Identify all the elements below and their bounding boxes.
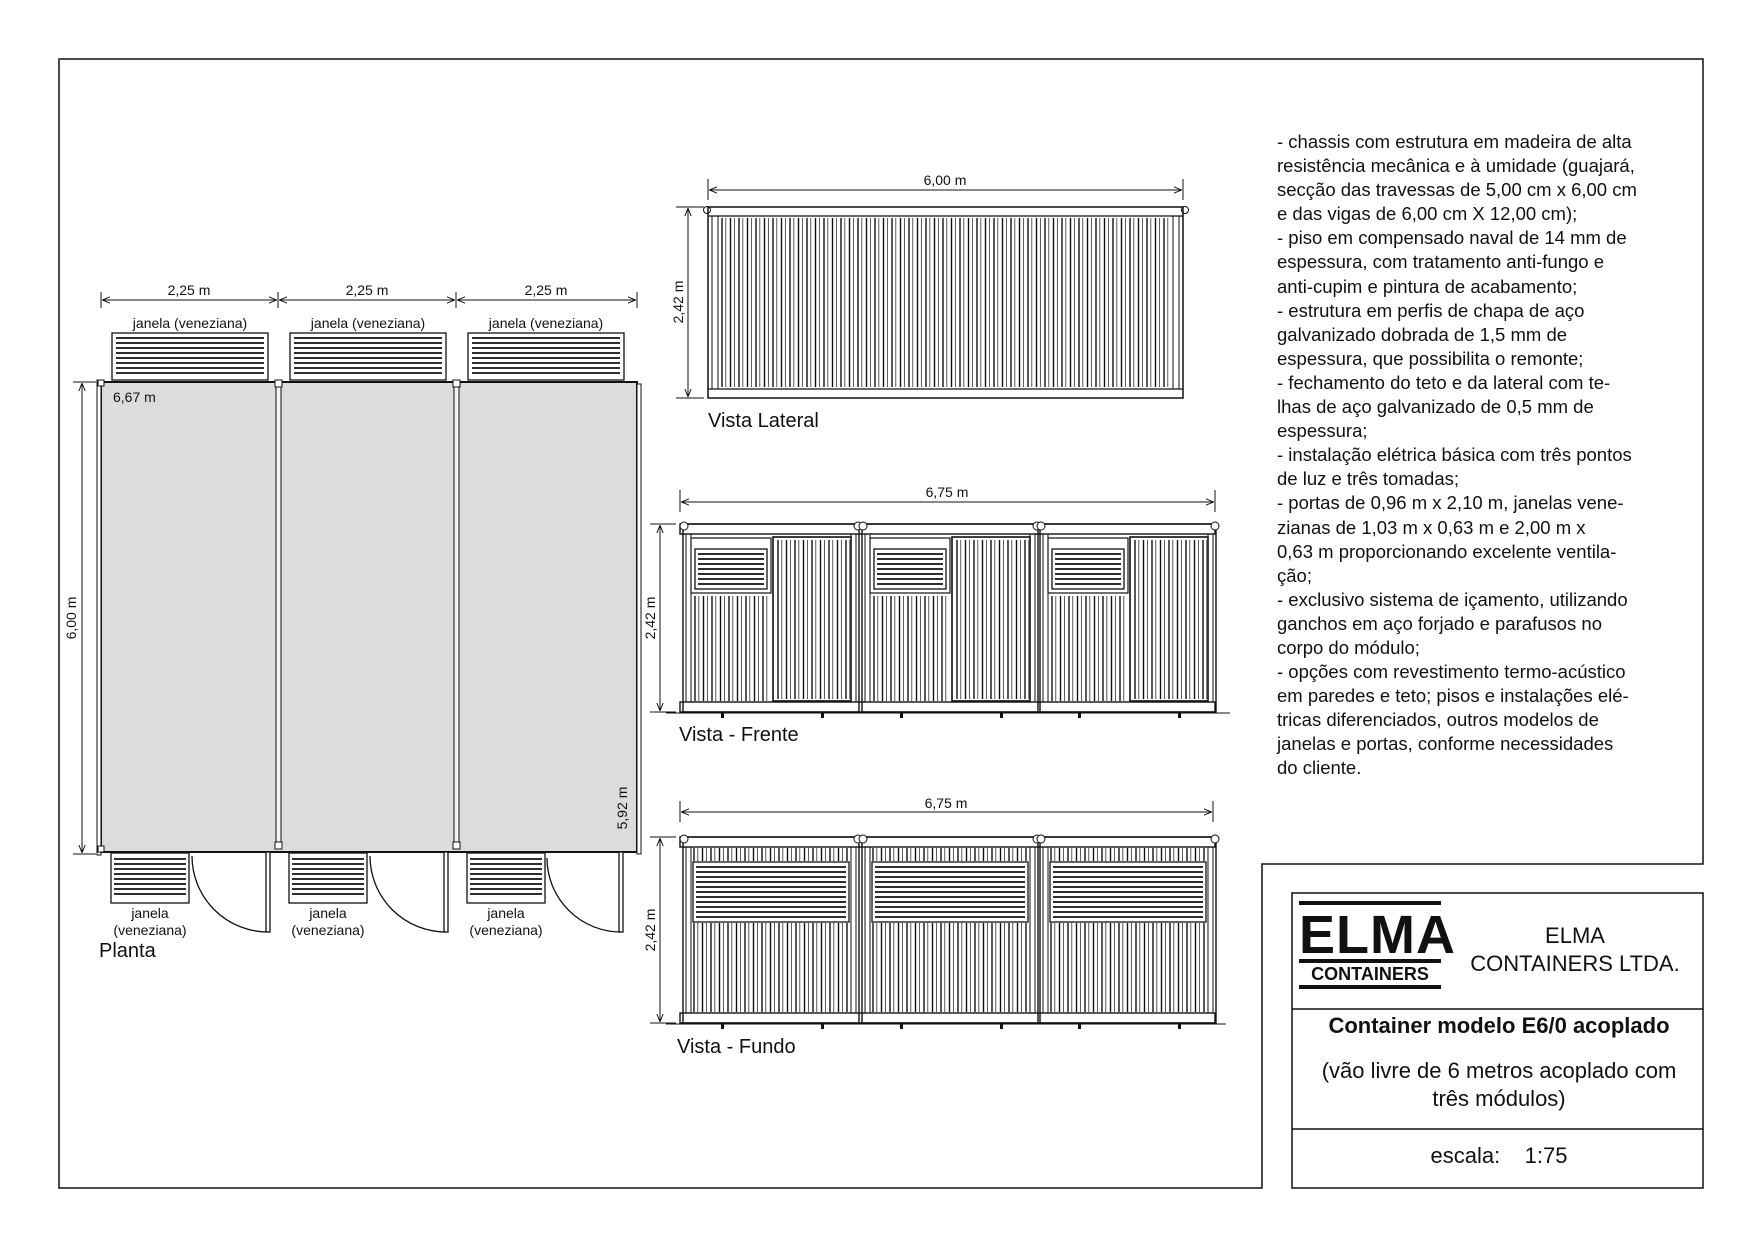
company-name: ELMA CONTAINERS LTDA. <box>1470 923 1680 976</box>
back-dim-width: 6,75 m <box>924 795 968 811</box>
plan-window-bottom-label-2b: (veneziana) <box>291 922 365 938</box>
company-logo-main: ELMA <box>1299 905 1456 965</box>
side-dim-width: 6,00 m <box>923 172 967 188</box>
module-divider-2 <box>454 386 459 848</box>
side-dim-height: 2,42 m <box>670 280 686 324</box>
plan-window-bottom-label-1b: (veneziana) <box>113 922 187 938</box>
back-view-modules <box>680 835 1219 1029</box>
plan-door-2 <box>370 852 448 932</box>
module-divider-1 <box>276 386 281 848</box>
plan-inner-width: 5,92 m <box>614 786 630 830</box>
plan-window-bottom-3 <box>467 853 545 903</box>
specifications-text: - chassis com estrutura em madeira de alta resistência mecânica e à umidade (guajará, secção das travessas de 5,00 cm x 6,00 cm e das vigas de 6,00 cm X 12,00 cm); - piso em compensado naval de 14 mm de espessura, com tratamento anti-fungo e anti-cupim e pintura de acabamento; - estrutura em perfis de chapa de aço galvanizado dobrada de 1,5 mm de espessura, que possibilita o remonte; - fechamento do teto e da lateral com te- lhas de aço galvanizado de 0,5 mm de espessura; - instalação elétrica básica com três pontos de luz e três tomadas; - portas de 0,96 m x 2,10 m, janelas vene- zianas de 1,03 m x 0,63 m e 2,00 m x 0,63 m proporcionando excelente ventila- ção; - exclusivo sistema de içamento, utilizando ganchos em aço forjado e parafusos no corpo do módulo; - opções com revestimento termo-acústico em paredes e teto; pisos e instalações elé- tricas diferenciados, outros modelos de janelas e portas, conforme necessidades do cliente. <box>1277 131 1637 779</box>
plan-floor <box>101 382 637 852</box>
plan-window-bottom-label-3b: (veneziana) <box>469 922 543 938</box>
drawing-scale: escala: 1:75 <box>1430 1143 1568 1168</box>
plan-dim-module-2: 2,25 m <box>345 282 389 298</box>
plan-window-bottom-label-1a: janela <box>131 905 169 921</box>
plan-window-top-1 <box>112 333 268 380</box>
plan-window-top-label-1: janela (veneziana) <box>132 315 248 331</box>
plan-inner-length: 6,67 m <box>113 389 156 405</box>
front-view-title: Vista - Frente <box>679 724 799 746</box>
model-title: Container modelo E6/0 acoplado <box>1328 1013 1670 1038</box>
company-logo-sub: CONTAINERS <box>1311 964 1429 984</box>
plan-title: Planta <box>99 940 156 962</box>
side-view-title: Vista Lateral <box>708 410 819 432</box>
side-view <box>670 172 1189 432</box>
back-view <box>642 795 1226 1058</box>
plan-window-bottom-2 <box>289 853 367 903</box>
plan-dim-module-3: 2,25 m <box>524 282 568 298</box>
plan-window-top-label-2: janela (veneziana) <box>310 315 426 331</box>
plan-view <box>63 282 641 962</box>
plan-door-1 <box>192 852 270 932</box>
plan-dim-length: 6,00 m <box>63 596 79 640</box>
plan-window-top-3 <box>468 333 624 380</box>
front-view-modules <box>680 522 1219 718</box>
plan-door-3 <box>547 852 623 932</box>
plan-dim-module-1: 2,25 m <box>167 282 211 298</box>
plan-window-bottom-label-2a: janela <box>309 905 347 921</box>
front-dim-width: 6,75 m <box>925 484 969 500</box>
plan-window-top-label-3: janela (veneziana) <box>488 315 604 331</box>
model-description: (vão livre de 6 metros acoplado com três módulos) <box>1321 1058 1677 1111</box>
plan-window-bottom-label-3a: janela <box>487 905 525 921</box>
back-view-title: Vista - Fundo <box>677 1036 796 1058</box>
back-dim-height: 2,42 m <box>642 908 658 952</box>
plan-window-bottom-1 <box>111 853 189 903</box>
front-view <box>642 484 1230 746</box>
plan-window-top-2 <box>290 333 446 380</box>
front-dim-height: 2,42 m <box>642 596 658 640</box>
